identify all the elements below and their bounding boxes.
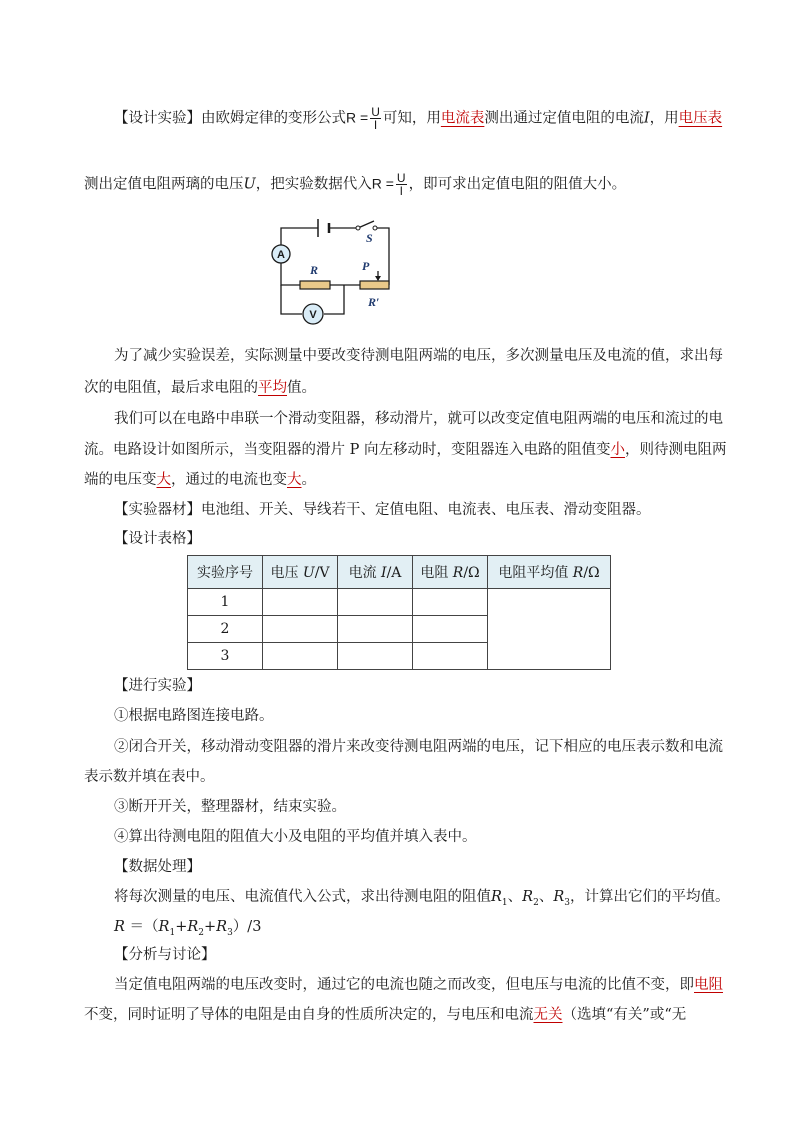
answer-small: 小 bbox=[610, 442, 625, 458]
procedure-step-1: ①根据电路图连接电路。 bbox=[114, 708, 274, 724]
circuit-diagram bbox=[260, 210, 410, 330]
rheostat bbox=[360, 281, 389, 289]
rheostat-line-3: 端的电压变大，通过的电流也变大。 bbox=[84, 472, 316, 488]
ohm-formula-lhs: R = bbox=[346, 109, 369, 126]
ohm-formula-lhs-2: R = bbox=[371, 175, 394, 192]
header-resistance: 电阻 R/Ω bbox=[413, 556, 488, 589]
design-line-2: 测出定值电阻两璃的电压U，把实验数据代入R = $\frac{U}{I}$ ，即可求出定值电阻的阻值大小。 bbox=[84, 171, 627, 198]
answer-voltmeter: 电压表 bbox=[678, 110, 723, 127]
procedure-step-2: ②闭合开关，移动滑动变阻器的滑片来改变待测电阻两端的电压，记下相应的电压表示数和电流 bbox=[114, 739, 723, 755]
svg-text:V: V bbox=[309, 309, 317, 321]
procedure-step-2-cont: 表示数并填在表中。 bbox=[84, 769, 215, 785]
data-table bbox=[187, 555, 611, 670]
error-line-1: 为了减少实验误差，实际测量中要改变待测电阻两端的电压，多次测量电压及电流的值，求出每 bbox=[114, 348, 723, 364]
svg-text:A: A bbox=[277, 249, 285, 261]
average-cell bbox=[488, 589, 611, 670]
equipment-line: 【实验器材】电池组、开关、导线若干、定值电阻、电流表、电压表、滑动变阻器。 bbox=[114, 502, 651, 518]
error-line-2: 次的电阻值，最后求电阻的平均值。 bbox=[84, 380, 316, 396]
answer-big-voltage: 大 bbox=[156, 472, 171, 488]
procedure-step-3: ③断开开关，整理器材，结束实验。 bbox=[114, 799, 346, 815]
analysis-line-2: 不变，同时证明了导体的电阻是由自身的性质所决定的，与电压和电流无关（选填“有关”或“无 bbox=[84, 1007, 687, 1023]
label-resistor: R bbox=[310, 263, 319, 277]
analysis-line-1: 当定值电阻两端的电压改变时，通过它的电流也随之而改变，但电压与电流的比值不变，即电阻 bbox=[114, 977, 723, 993]
answer-average: 平均 bbox=[258, 380, 287, 396]
data-proc-text: 将每次测量的电压、电流值代入公式，求出待测电阻的阻值$R_1$、$R_2$、$R_3$，计算出它们的平均值。 bbox=[114, 889, 730, 908]
section-tag-design: 【设计实验】 bbox=[114, 110, 201, 127]
resistor-r bbox=[300, 281, 330, 289]
battery-icon bbox=[318, 219, 329, 237]
rheostat-line-2: 流。电路设计如图所示，当变阻器的滑片 P 向左移动时，变阻器连入电路的阻值变小，则待测电阻两 bbox=[84, 442, 727, 458]
ohm-fraction: $\frac{U}{I}$ bbox=[371, 105, 380, 132]
header-current: 电流 I/A bbox=[338, 556, 413, 589]
label-switch: S bbox=[366, 231, 373, 245]
answer-resistance: 电阻 bbox=[694, 977, 723, 993]
procedure-step-4: ④算出待测电阻的阻值大小及电阻的平均值并填入表中。 bbox=[114, 829, 477, 845]
table-row: 3 bbox=[188, 643, 611, 670]
answer-ammeter: 电流表 bbox=[440, 110, 485, 127]
label-slider: P bbox=[362, 259, 370, 273]
analysis-tag: 【分析与讨论】 bbox=[114, 947, 216, 963]
answer-big-current: 大 bbox=[287, 472, 302, 488]
header-voltage: 电压 U/V bbox=[263, 556, 338, 589]
header-average: 电阻平均值 R/Ω bbox=[488, 556, 611, 589]
ohm-fraction-2: $\frac{U}{I}$ bbox=[396, 171, 406, 198]
header-trial: 实验序号 bbox=[188, 556, 263, 589]
procedure-tag: 【进行实验】 bbox=[114, 678, 201, 694]
ammeter-icon bbox=[272, 245, 290, 263]
table-row: 2 bbox=[188, 616, 611, 643]
design-line-1: 【设计实验】由欧姆定律的变形公式R = $\frac{U}{I}$ 可知，用电流表测出通过定值电阻的电流I，用电压表 bbox=[114, 105, 723, 132]
label-rheostat: R′ bbox=[368, 295, 380, 309]
rheostat-line-1: 我们可以在电路中串联一个滑动变阻器，移动滑片，就可以改变定值电阻两端的电压和流过的电 bbox=[114, 411, 723, 427]
data-proc-tag: 【数据处理】 bbox=[114, 859, 201, 875]
voltmeter-icon bbox=[303, 304, 323, 324]
table-row: 1 bbox=[188, 589, 611, 616]
table-title: 【设计表格】 bbox=[114, 531, 201, 547]
table-header-row bbox=[188, 556, 611, 589]
answer-unrelated: 无关 bbox=[533, 1007, 563, 1023]
average-formula: $R =(R_1+R_2+R_3)/3$ bbox=[114, 919, 262, 938]
